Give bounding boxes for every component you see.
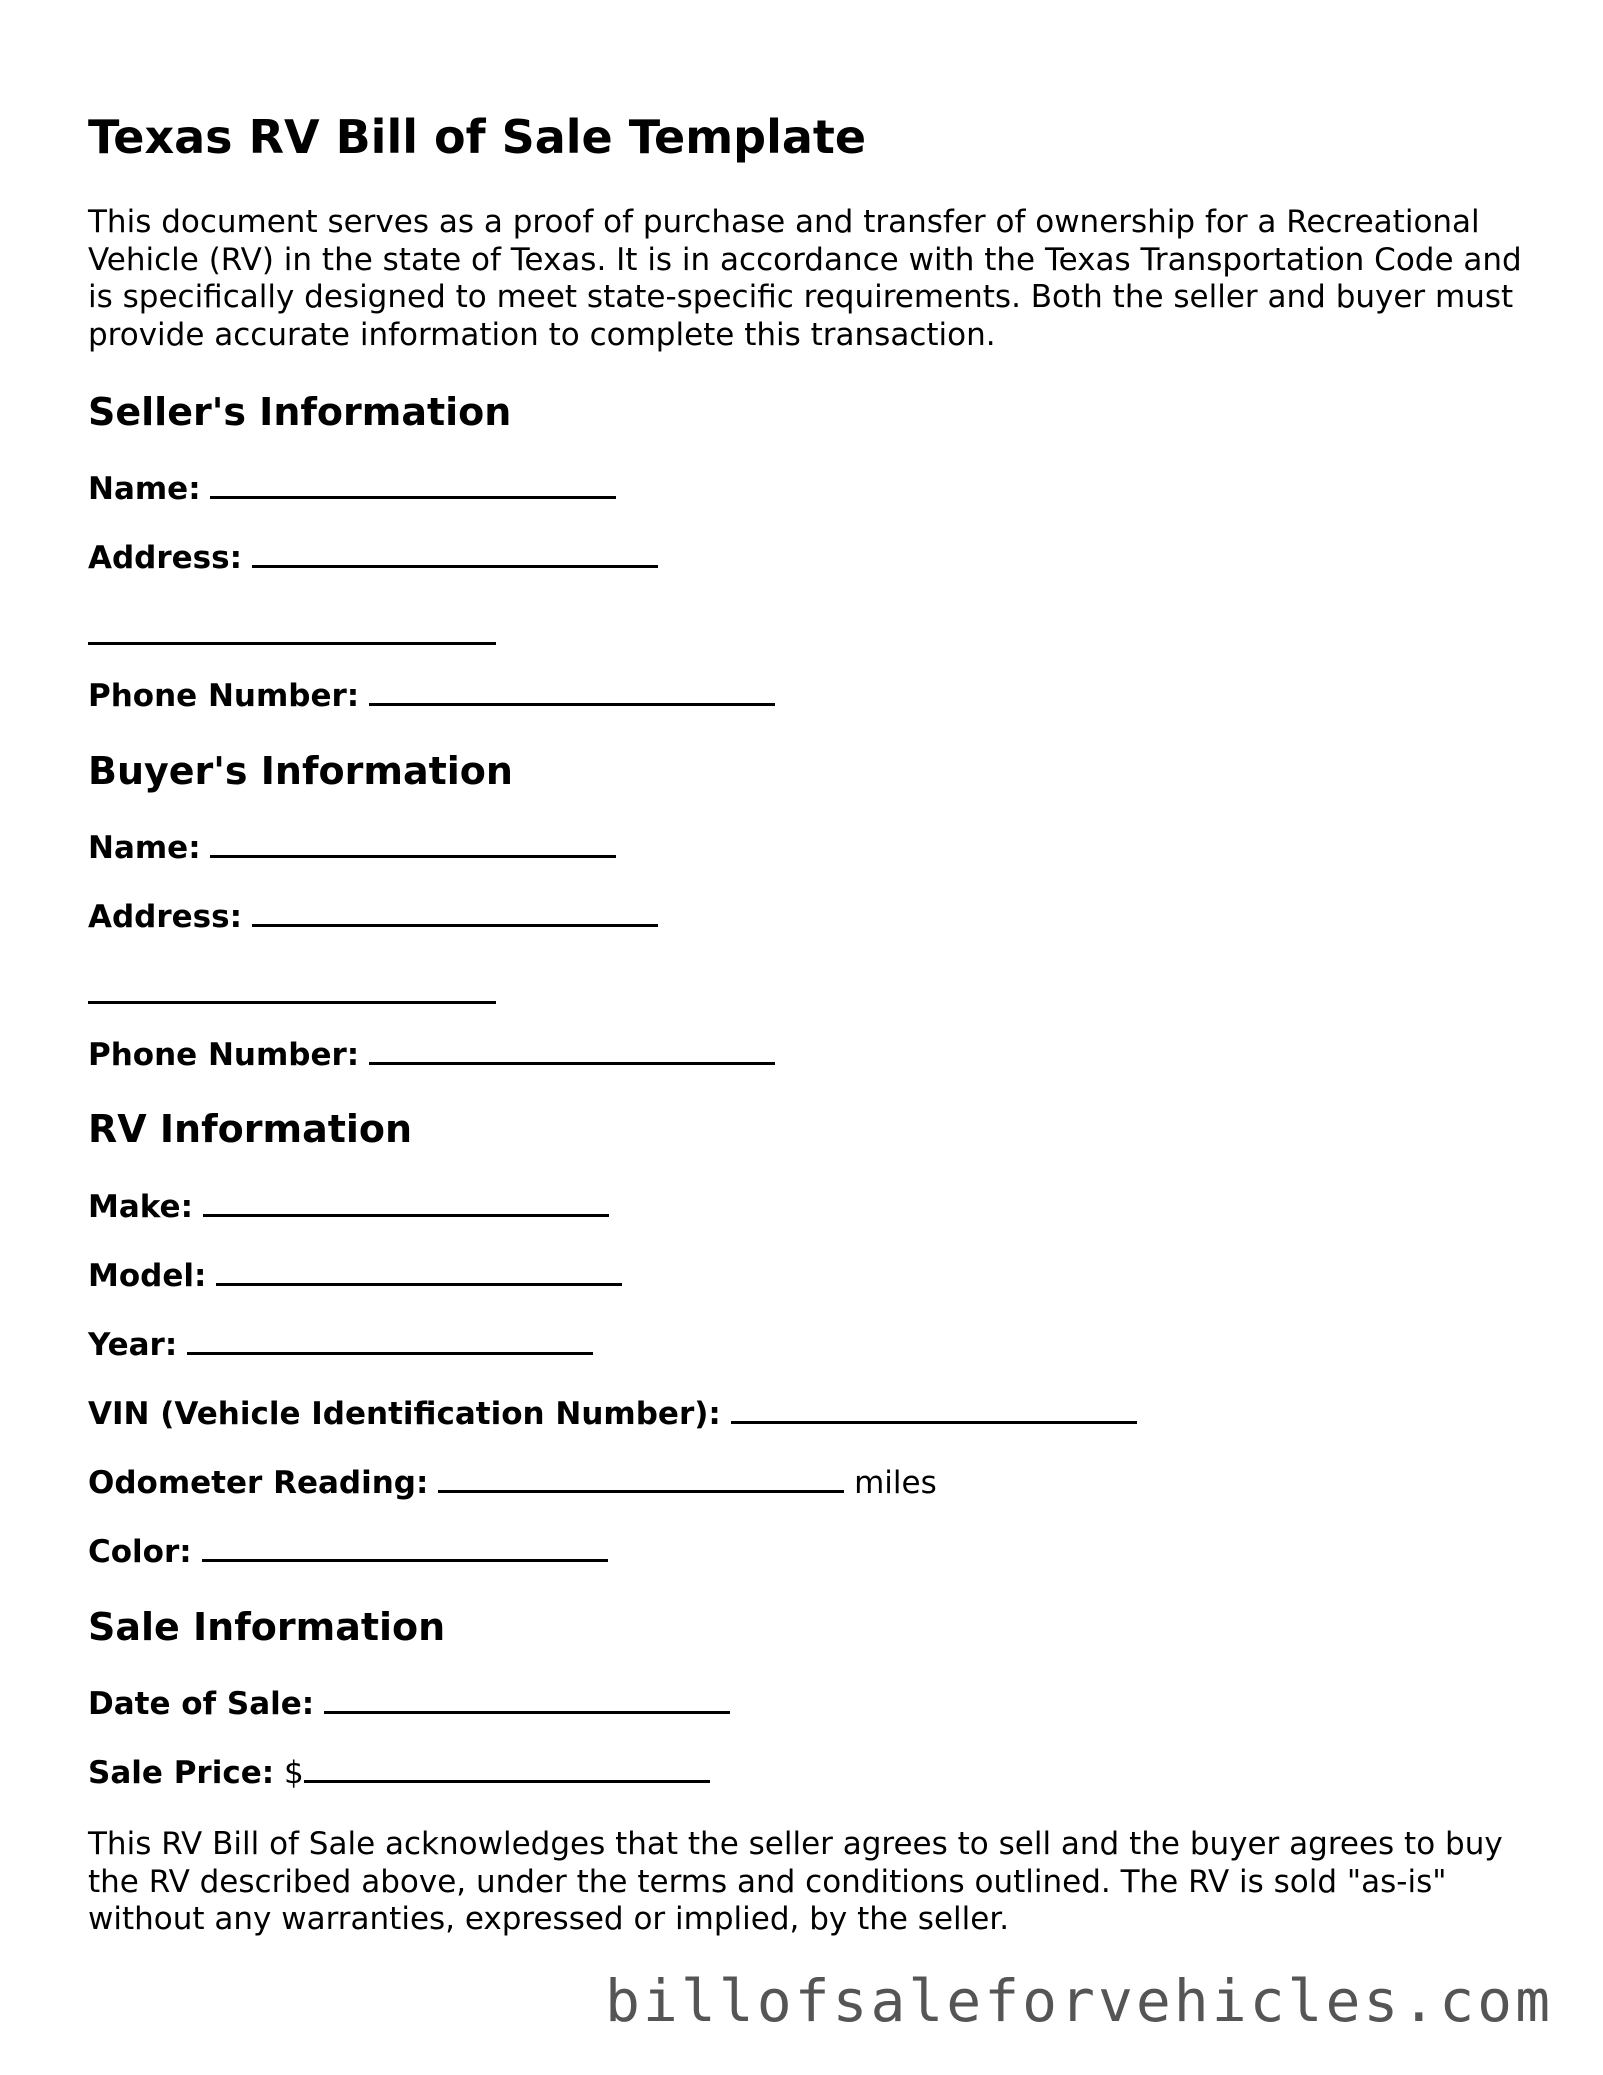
rv-odometer-field — [88, 1462, 937, 1503]
rv-color-field — [88, 1531, 608, 1572]
buyer-phone-field — [88, 1034, 775, 1075]
sale-date-field — [88, 1683, 730, 1724]
document-title: Texas RV Bill of Sale Template — [88, 110, 867, 164]
buyer-name-label: Name: — [88, 830, 201, 866]
intro-paragraph: This document serves as a proof of purchase and transfer of ownership for a Recreational Vehicle (RV) in the state of Texas. It is in accordance with the Texas Transportation Code and is specifically designed to meet state-specific requirements. Both the seller and buyer must provide accurate information to complete this transaction. — [88, 204, 1522, 353]
rv-model-label: Model: — [88, 1258, 207, 1294]
sale-price-label: Sale Price: — [88, 1755, 275, 1791]
buyer-name-input[interactable] — [210, 827, 616, 858]
seller-name-input[interactable] — [210, 468, 616, 499]
rv-make-field — [88, 1186, 609, 1227]
seller-name-field — [88, 468, 616, 509]
rv-year-field — [88, 1324, 593, 1365]
rv-color-input[interactable] — [202, 1531, 608, 1562]
rv-odometer-label: Odometer Reading: — [88, 1465, 429, 1501]
buyer-address-input[interactable] — [252, 896, 658, 927]
buyer-section-heading: Buyer's Information — [88, 749, 513, 793]
sale-price-field — [88, 1752, 710, 1793]
seller-name-label: Name: — [88, 471, 201, 507]
rv-section-heading: RV Information — [88, 1107, 413, 1151]
seller-address-field — [88, 537, 658, 578]
buyer-address-field — [88, 896, 658, 937]
closing-paragraph: This RV Bill of Sale acknowledges that the seller agrees to sell and the buyer agrees to buy the RV described above, under the terms and conditions outlined. The RV is sold "as-is" without any warranties, expressed or implied, by the seller. — [88, 1826, 1503, 1937]
rv-make-input[interactable] — [203, 1186, 609, 1217]
seller-phone-label: Phone Number: — [88, 678, 360, 714]
seller-address-label: Address: — [88, 540, 242, 576]
seller-address-input[interactable] — [252, 537, 658, 568]
buyer-name-field — [88, 827, 616, 868]
rv-model-input[interactable] — [216, 1255, 622, 1286]
rv-year-label: Year: — [88, 1327, 178, 1363]
buyer-address-label: Address: — [88, 899, 242, 935]
rv-vin-field — [88, 1393, 1137, 1434]
buyer-phone-input[interactable] — [369, 1034, 775, 1065]
buyer-address-line2-input[interactable] — [88, 973, 496, 1004]
sale-section-heading: Sale Information — [88, 1605, 446, 1649]
rv-model-field — [88, 1255, 622, 1296]
rv-vin-label: VIN (Vehicle Identification Number): — [88, 1396, 721, 1432]
rv-color-label: Color: — [88, 1534, 192, 1570]
rv-make-label: Make: — [88, 1189, 193, 1225]
rv-odometer-input[interactable] — [438, 1462, 844, 1493]
rv-odometer-unit: miles — [854, 1465, 937, 1501]
sale-date-label: Date of Sale: — [88, 1686, 315, 1722]
seller-phone-input[interactable] — [369, 675, 775, 706]
site-watermark: billofsaleforvehicles.com — [605, 1967, 1553, 2035]
buyer-phone-label: Phone Number: — [88, 1037, 360, 1073]
sale-date-input[interactable] — [324, 1683, 730, 1714]
seller-section-heading: Seller's Information — [88, 390, 512, 434]
sale-price-currency: $ — [283, 1755, 304, 1791]
rv-year-input[interactable] — [187, 1324, 593, 1355]
rv-vin-input[interactable] — [731, 1393, 1137, 1424]
seller-address-line2-input[interactable] — [88, 614, 496, 645]
sale-price-input[interactable] — [304, 1752, 710, 1783]
seller-phone-field — [88, 675, 775, 716]
